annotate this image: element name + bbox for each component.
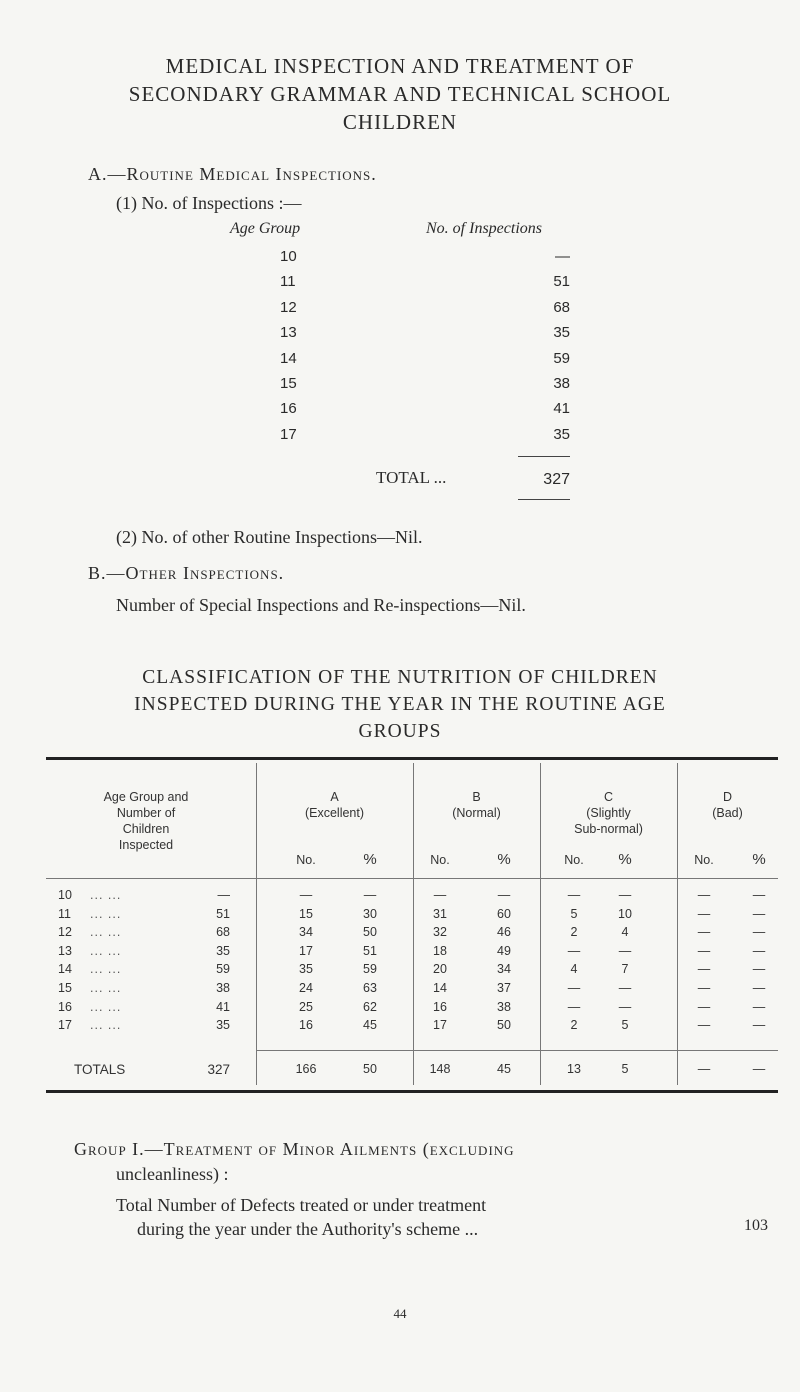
totals-a-no: 166 <box>295 1062 317 1076</box>
page-number: 44 <box>393 1306 407 1321</box>
cell-dots: ... ... <box>90 888 122 902</box>
cell-age: 10 <box>58 888 72 902</box>
cell-n: 35 <box>216 1018 230 1033</box>
cell-c-pct: 5 <box>621 1018 629 1033</box>
cell-a-no: 17 <box>299 943 313 958</box>
sub-d-pct: % <box>752 851 766 868</box>
cell-d-no: — <box>697 888 711 902</box>
cell-a-pct: 50 <box>363 925 377 940</box>
cell-b-pct: 60 <box>497 906 511 921</box>
group-1-text <box>116 1193 486 1241</box>
inspection-count: 35 <box>553 324 570 342</box>
cell-a-pct: — <box>363 888 377 902</box>
cell-b-pct: 49 <box>497 943 511 958</box>
classification-title-line-3: GROUPS <box>358 721 442 742</box>
title-line-1: MEDICAL INSPECTION AND TREATMENT OF <box>165 54 635 78</box>
inspection-age: 17 <box>280 425 297 443</box>
cell-age: 14 <box>58 962 72 977</box>
cell-a-pct: 45 <box>363 1018 377 1033</box>
header-rule <box>46 878 778 879</box>
col-age-group: Age Group <box>230 220 301 237</box>
cell-d-pct: — <box>752 943 766 958</box>
cell-dots: ... ... <box>90 999 122 1014</box>
cell-b-no: 18 <box>433 943 447 958</box>
cell-a-pct: 63 <box>363 981 377 995</box>
inspection-age: 11 <box>280 273 296 291</box>
header-age-group: Age Group and Number of Children Inspected <box>103 790 189 852</box>
cell-d-pct: — <box>752 1018 766 1033</box>
group-1-heading <box>74 1137 515 1187</box>
cell-c-no: — <box>567 981 581 995</box>
cell-a-no: 16 <box>299 1018 313 1033</box>
inspection-count: 35 <box>553 425 570 443</box>
group-1-text-line-1: Total Number of Defects treated or under treatment <box>116 1195 487 1215</box>
cell-b-no: 16 <box>433 999 447 1014</box>
inspection-count: 41 <box>553 400 570 418</box>
inspections-item-2: (2) No. of other Routine Inspections—Nil. <box>116 527 423 547</box>
cell-c-no: — <box>567 943 581 958</box>
cell-age: 15 <box>58 981 72 995</box>
totals-n: 327 <box>207 1062 230 1077</box>
cell-c-pct: 10 <box>618 906 632 921</box>
classification-title-line-2: INSPECTED DURING THE YEAR IN THE ROUTINE AGE <box>134 694 666 715</box>
cell-b-pct: 38 <box>497 999 511 1014</box>
cell-d-no: — <box>697 906 711 921</box>
cell-c-no: 4 <box>570 962 578 977</box>
inspection-count: 51 <box>553 273 570 291</box>
cell-n: 59 <box>216 962 230 977</box>
sub-c-no: No. <box>564 853 584 867</box>
defects-treated-value: 103 <box>744 1217 768 1234</box>
sub-a-pct: % <box>363 851 377 868</box>
cell-b-no: 14 <box>433 981 447 995</box>
sub-a-no: No. <box>296 853 316 867</box>
cell-a-no: 15 <box>299 906 313 921</box>
cell-b-no: 20 <box>433 962 447 977</box>
inspection-count: 38 <box>553 375 570 392</box>
cell-d-no: — <box>697 999 711 1014</box>
cell-d-no: — <box>697 943 711 958</box>
total-label: TOTAL ... <box>376 468 447 487</box>
cell-n: 68 <box>216 925 230 940</box>
totals-c-no: 13 <box>567 1062 581 1076</box>
totals-a-pct: 50 <box>363 1062 377 1076</box>
cell-a-no: 24 <box>299 981 313 995</box>
sub-d-no: No. <box>694 853 714 867</box>
cell-d-no: — <box>697 1018 711 1033</box>
totals-d-no: — <box>697 1062 711 1076</box>
header-c: C (Slightly Sub-normal) <box>574 790 643 836</box>
header-d: D (Bad) <box>712 790 743 820</box>
cell-c-no: 2 <box>570 925 578 940</box>
cell-c-pct: — <box>618 943 632 958</box>
cell-b-pct: — <box>497 888 511 902</box>
cell-d-pct: — <box>752 999 766 1014</box>
cell-a-pct: 59 <box>363 962 377 977</box>
totals-b-pct: 45 <box>497 1062 511 1076</box>
cell-a-pct: 62 <box>363 999 377 1014</box>
totals-d-pct: — <box>752 1062 766 1076</box>
cell-a-no: 25 <box>299 999 313 1014</box>
totals-b-no: 148 <box>429 1062 451 1076</box>
cell-n: 41 <box>216 999 230 1014</box>
group-1-text-line-2: during the year under the Authority's scheme ... <box>137 1219 479 1239</box>
header-b: B (Normal) <box>452 790 501 820</box>
inspections-item-1: (1) No. of Inspections :— <box>116 193 302 213</box>
inspection-age: 16 <box>280 400 297 418</box>
cell-b-pct: 46 <box>497 925 511 940</box>
cell-c-pct: — <box>618 981 632 995</box>
cell-d-no: — <box>697 925 711 940</box>
cell-dots: ... ... <box>90 943 122 958</box>
special-inspections-text: Number of Special Inspections and Re-inspections—Nil. <box>116 595 526 615</box>
inspection-age: 10 <box>280 248 297 265</box>
inspection-count: — <box>555 248 570 265</box>
cell-b-pct: 34 <box>497 962 511 977</box>
totals-label: TOTALS <box>74 1062 126 1077</box>
cell-a-no: 35 <box>299 962 313 977</box>
inspection-count: 59 <box>553 349 570 367</box>
cell-a-no: 34 <box>299 925 313 940</box>
cell-c-no: — <box>567 888 581 902</box>
cell-age: 13 <box>58 943 72 958</box>
group-1-heading-line-1: Group I.—Treatment of Minor Ailments (excluding <box>74 1139 515 1159</box>
inspection-age: 13 <box>280 324 297 342</box>
cell-dots: ... ... <box>90 962 122 977</box>
inspection-age: 15 <box>280 375 297 392</box>
sub-b-pct: % <box>497 851 511 868</box>
cell-b-no: — <box>433 888 447 902</box>
sub-b-no: No. <box>430 853 450 867</box>
cell-d-no: — <box>697 962 711 977</box>
title-line-2: SECONDARY GRAMMAR AND TECHNICAL SCHOOL <box>128 82 672 106</box>
section-a-heading: A.—Routine Medical Inspections. <box>88 164 377 184</box>
cell-c-no: 5 <box>570 906 578 921</box>
cell-b-no: 31 <box>433 906 447 921</box>
cell-b-pct: 50 <box>497 1018 511 1033</box>
cell-n: 35 <box>216 943 230 958</box>
cell-a-pct: 30 <box>363 906 377 921</box>
title-line-3: CHILDREN <box>342 110 458 134</box>
total-rule-top <box>518 456 570 457</box>
classification-title-line-1: CLASSIFICATION OF THE NUTRITION OF CHILDREN <box>142 667 658 688</box>
cell-c-pct: — <box>618 999 632 1014</box>
cell-d-no: — <box>697 981 711 995</box>
table-top-rule <box>46 757 778 760</box>
cell-d-pct: — <box>752 981 766 995</box>
cell-d-pct: — <box>752 906 766 921</box>
cell-n: 51 <box>216 906 230 921</box>
cell-dots: ... ... <box>90 906 122 921</box>
inspection-age: 14 <box>280 349 297 367</box>
totals-c-pct: 5 <box>621 1062 629 1076</box>
cell-n: — <box>217 888 230 902</box>
cell-age: 16 <box>58 999 72 1014</box>
total-rule-bottom <box>518 499 570 500</box>
header-a: A (Excellent) <box>304 790 365 820</box>
cell-b-no: 17 <box>433 1018 447 1033</box>
cell-c-pct: 4 <box>621 925 629 940</box>
cell-age: 11 <box>58 906 71 921</box>
col-no-inspections: No. of Inspections <box>426 220 542 237</box>
cell-age: 17 <box>58 1018 72 1033</box>
section-b-heading: B.—Other Inspections. <box>88 563 285 583</box>
cell-b-no: 32 <box>433 925 447 940</box>
document-title <box>60 52 740 136</box>
inspection-count: 68 <box>553 298 570 316</box>
cell-age: 12 <box>58 925 72 940</box>
cell-c-pct: — <box>618 888 632 902</box>
cell-dots: ... ... <box>90 981 122 995</box>
total-value: 327 <box>543 471 570 488</box>
cell-b-pct: 37 <box>497 981 511 995</box>
cell-a-pct: 51 <box>363 943 377 958</box>
cell-d-pct: — <box>752 962 766 977</box>
cell-dots: ... ... <box>90 1018 122 1033</box>
cell-c-pct: 7 <box>621 962 629 977</box>
classification-title <box>40 664 760 745</box>
cell-d-pct: — <box>752 925 766 940</box>
sub-c-pct: % <box>618 851 632 868</box>
table-bottom-rule <box>46 1090 778 1093</box>
totals-rule <box>256 1050 778 1051</box>
cell-c-no: — <box>567 999 581 1014</box>
group-1-heading-line-2: uncleanliness) : <box>116 1164 229 1184</box>
cell-c-no: 2 <box>570 1018 578 1033</box>
cell-a-no: — <box>299 888 313 902</box>
cell-d-pct: — <box>752 888 766 902</box>
cell-dots: ... ... <box>90 925 122 940</box>
cell-n: 38 <box>216 981 230 995</box>
inspection-age: 12 <box>280 298 297 316</box>
